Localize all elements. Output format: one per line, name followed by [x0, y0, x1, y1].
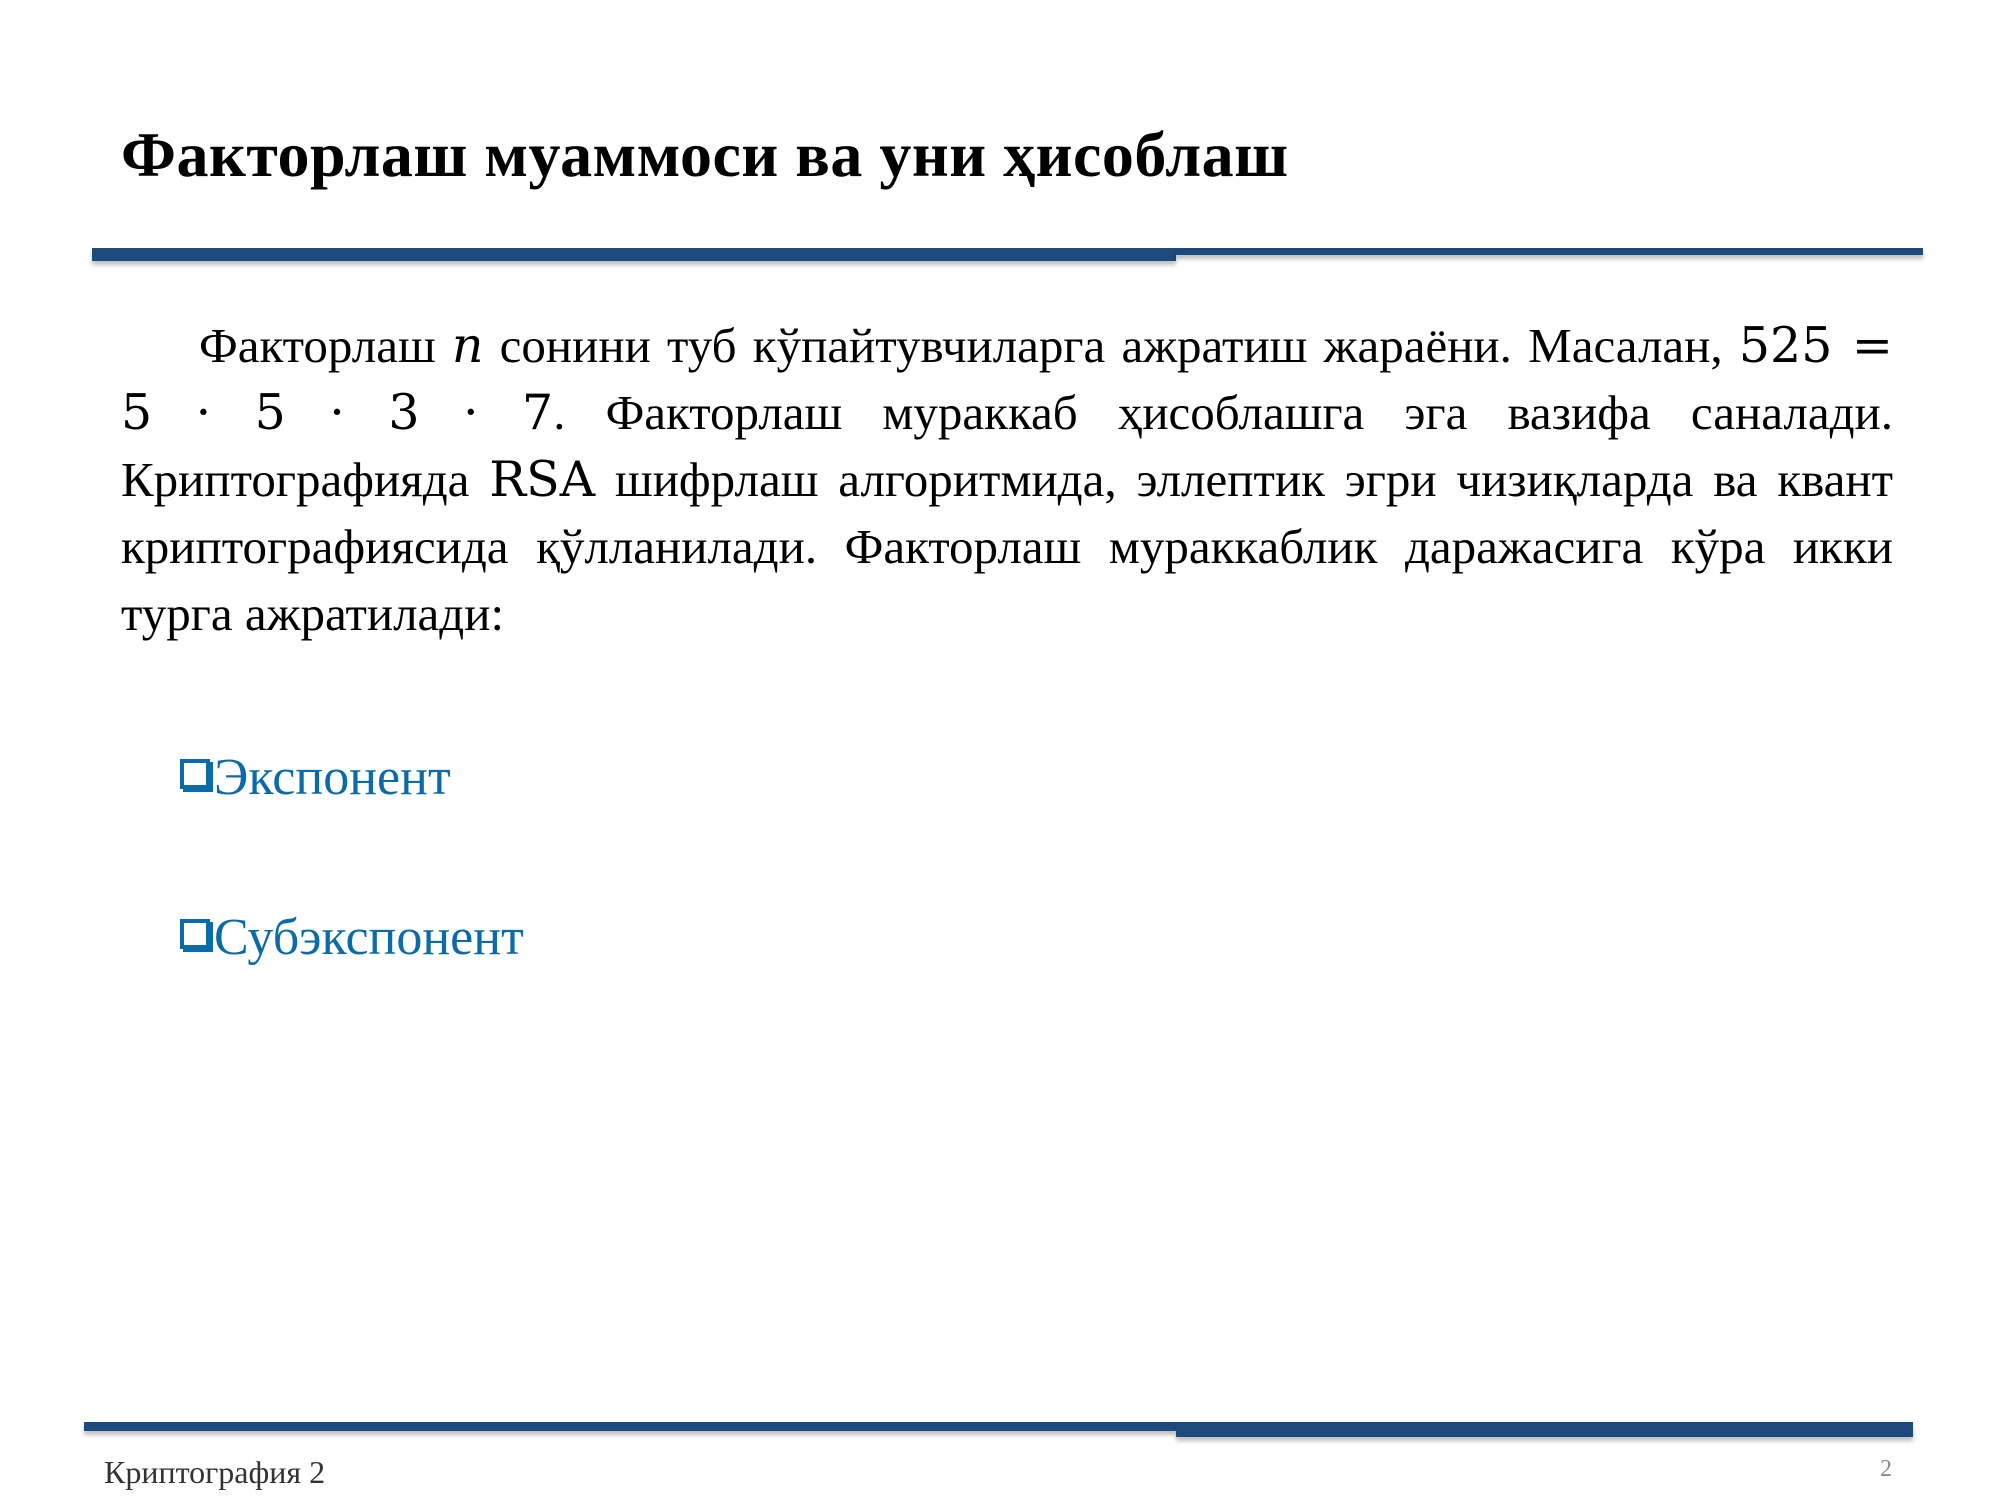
bullet-label: Экспонент — [214, 749, 451, 806]
bullet-item-exponent — [180, 748, 451, 807]
footer-course-name: Криптография 2 — [104, 1454, 326, 1490]
body-paragraph — [121, 312, 1893, 647]
title-divider-right — [1176, 248, 1923, 255]
rsa-label: RSA — [489, 451, 596, 508]
checkbox-icon — [180, 759, 210, 789]
paragraph-text-1: Факторлаш — [199, 318, 452, 373]
paragraph-text-3: . Факторлаш мураккаб ҳисоблашга эга вазифа саналади. Криптографияда — [121, 385, 1893, 507]
checkbox-icon — [180, 919, 210, 949]
slide-title: Факторлаш муаммоси ва уни ҳисоблаш — [121, 119, 1289, 190]
bullet-item-subexponent — [180, 908, 524, 967]
math-variable-n: n — [451, 317, 484, 374]
page-number: 2 — [1880, 1456, 1892, 1482]
footer-divider-right — [1176, 1422, 1913, 1437]
title-divider-left — [92, 248, 1176, 261]
factorization-equation: 525 = 5 · 5 · 3 · 7 — [121, 317, 1893, 441]
bullet-label: Субэкспонент — [214, 909, 524, 966]
paragraph-text-2: сонини туб кўпайтувчиларга ажратиш жараёни. Масалан, — [483, 318, 1739, 373]
paragraph-text-4: шифрлаш алгоритмида, эллептик эгри чизиқларда ва квант криптографиясида қўлланилади. Факторлаш мураккаблик даражасига кўра икки турга ажратилади: — [121, 452, 1894, 641]
footer-divider-left — [84, 1422, 1176, 1431]
